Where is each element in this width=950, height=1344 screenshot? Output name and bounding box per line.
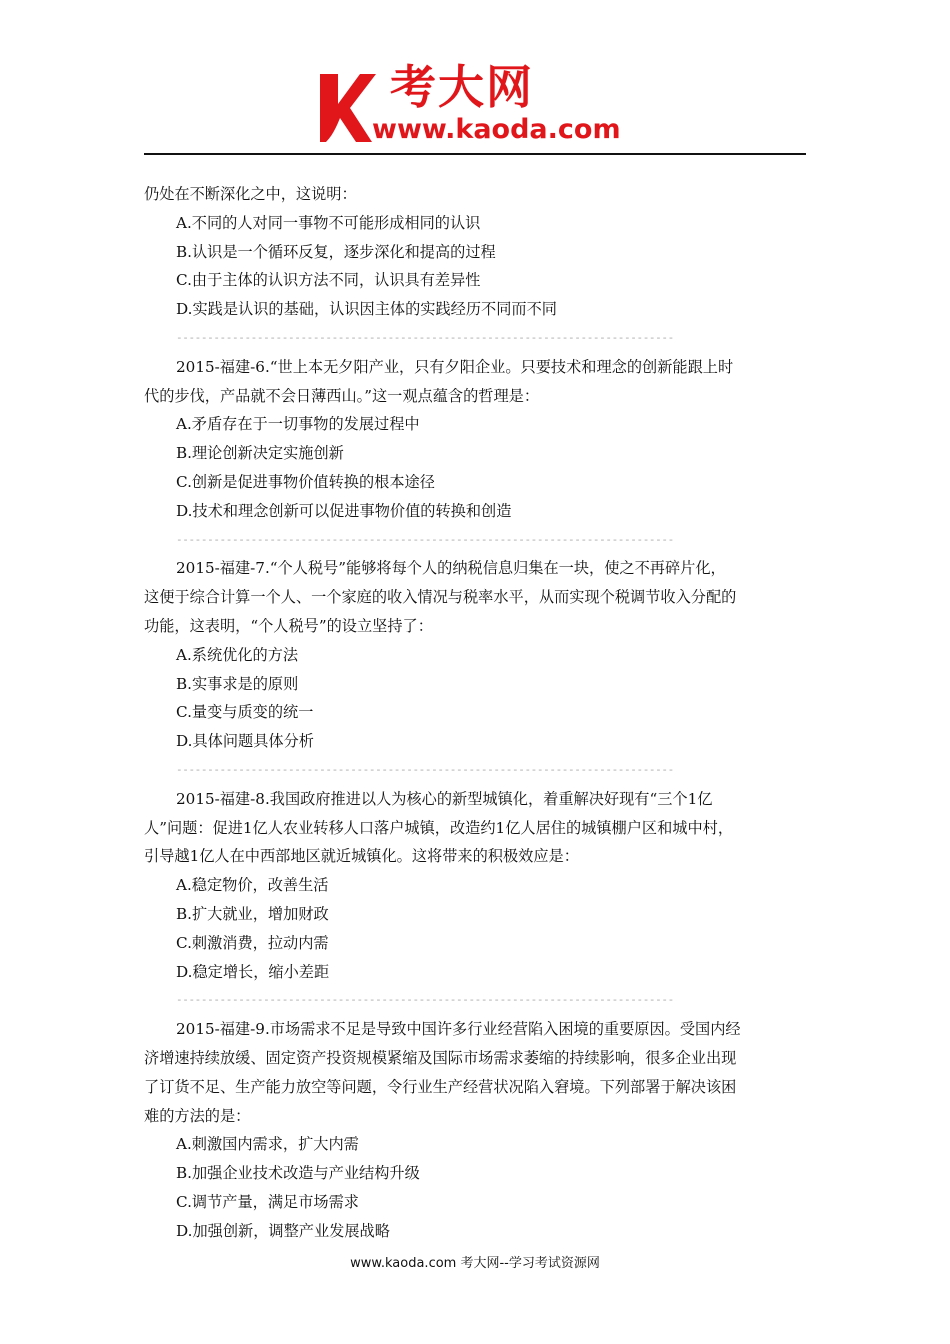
question-separator: -------------------------------------------------------------------------------- [176,762,674,776]
q5-option-c: C.由于主体的认识方法不同，认识具有差异性 [176,271,481,290]
question-separator: -------------------------------------------------------------------------------- [176,330,674,344]
q9-option-d: D.加强创新，调整产业发展战略 [176,1221,390,1240]
q7-option-a: A.系统优化的方法 [176,645,299,664]
q9-stem-line-3: 了订货不足、生产能力放空等问题，令行业生产经营状况陷入窘境。下列部署于解决该困 [144,1077,737,1096]
question-separator: -------------------------------------------------------------------------------- [176,532,674,546]
q6-stem-line-2: 代的步伐，产品就不会日薄西山。”这一观点蕴含的哲理是： [144,386,540,405]
q5-option-d: D.实践是认识的基础，认识因主体的实践经历不同而不同 [176,300,557,319]
q5-option-a: A.不同的人对同一事物不可能形成相同的认识 [176,213,481,232]
q9-stem-line-1: 2015-福建-9.市场需求不足是导致中国许多行业经营陷入困境的重要原因。受国内经 [176,1020,741,1039]
question-5-stem-tail: 仍处在不断深化之中，这说明： [144,185,357,203]
q9-stem-line-4: 难的方法的是： [144,1106,251,1125]
q6-option-b: B.理论创新决定实施创新 [176,444,344,463]
q9-option-a: A.刺激国内需求，扩大内需 [176,1135,359,1154]
q8-stem-line-2: 人”问题：促进1亿人农业转移人口落户城镇，改造约1亿人居住的城镇棚户区和城中村， [144,818,734,837]
q8-option-b: B.扩大就业，增加财政 [176,904,329,923]
q8-option-d: D.稳定增长，缩小差距 [176,962,330,981]
q9-option-b: B.加强企业技术改造与产业结构升级 [176,1164,420,1183]
header-divider [144,153,806,155]
page-footer[interactable]: www.kaoda.com 考大网--学习考试资源网 [350,1256,600,1271]
q8-stem-line-3: 引导越1亿人在中西部地区就近城镇化。这将带来的积极效应是： [144,847,579,866]
q8-option-a: A.稳定物价，改善生活 [176,876,329,895]
q9-stem-line-2: 济增速持续放缓、固定资产投资规模紧缩及国际市场需求萎缩的持续影响，很多企业出现 [144,1048,737,1067]
question-separator: -------------------------------------------------------------------------------- [176,993,674,1007]
document-body [144,180,806,1245]
page-header [144,60,806,155]
q8-option-c: C.刺激消费，拉动内需 [176,933,329,952]
q9-option-c: C.调节产量，满足市场需求 [176,1192,359,1211]
q8-stem-line-1: 2015-福建-8.我国政府推进以人为核心的新型城镇化，着重解决好现有“三个1亿 [176,789,713,808]
q7-stem-line-3: 功能，这表明，“个人税号”的设立坚持了： [144,616,433,635]
q7-option-b: B.实事求是的原则 [176,674,299,693]
q6-stem-line-1: 2015-福建-6.“世上本无夕阳产业，只有夕阳企业。只要技术和理念的创新能跟上时 [176,357,734,376]
q7-stem-line-2: 这便于综合计算一个人、一个家庭的收入情况与税率水平，从而实现个税调节收入分配的 [144,588,737,607]
q6-option-a: A.矛盾存在于一切事物的发展过程中 [176,415,420,434]
q7-option-c: C.量变与质变的统一 [176,703,314,722]
q7-stem-line-1: 2015-福建-7.“个人税号”能够将每个人的纳税信息归集在一块，使之不再碎片化， [176,559,726,578]
q7-option-d: D.具体问题具体分析 [176,732,314,751]
q6-option-d: D.技术和理念创新可以促进事物价值的转换和创造 [176,501,512,520]
q5-option-b: B.认识是一个循环反复，逐步深化和提高的过程 [176,242,496,261]
logo-url-text: www.kaoda.com [372,114,621,145]
kaoda-logo[interactable] [316,60,646,148]
k-logo-icon [316,68,376,148]
logo-chinese-text: 考大网 [390,60,534,114]
q6-option-c: C.创新是促进事物价值转换的根本途径 [176,472,435,491]
